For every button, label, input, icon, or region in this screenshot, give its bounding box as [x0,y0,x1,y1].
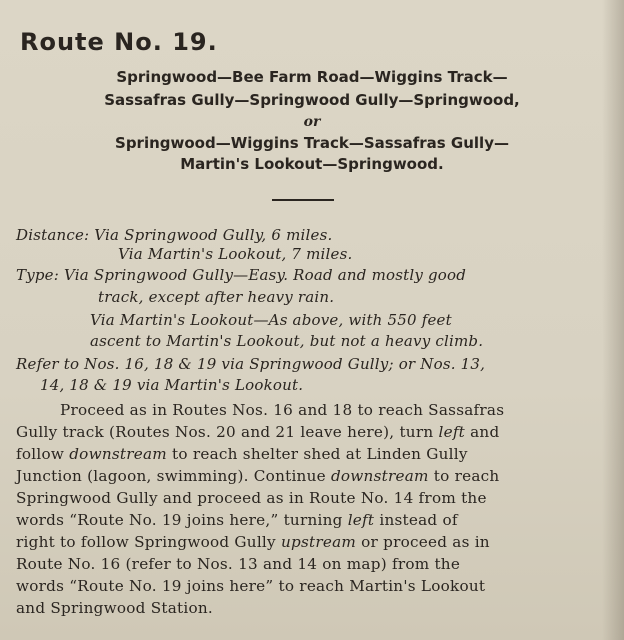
body-line-7: right to follow Springwood Gully upstream or proceed as in [16,533,490,551]
body-line-5: Springwood Gully and proceed as in Route No. 14 from the [16,489,487,507]
distance-line-1: Distance: Via Springwood Gully, 6 miles. [16,226,333,244]
route-line-3: Springwood—Wiggins Track—Sassafras Gully— [115,134,509,152]
route-or: or [303,114,321,130]
body-line-2: Gully track (Routes Nos. 20 and 21 leave here), turn left and [16,423,500,441]
body-line-3: follow downstream to reach shelter shed at Linden Gully [16,445,468,463]
refer-line-2: 14, 18 & 19 via Martin's Lookout. [40,376,304,394]
route-line-2: Sassafras Gully—Springwood Gully—Springwood, [104,91,520,109]
route-heading: Route No. 19. [20,28,218,56]
body-line-4: Junction (lagoon, swimming). Continue downstream to reach [16,467,500,485]
route-line-1: Springwood—Bee Farm Road—Wiggins Track— [116,68,508,86]
body-line-9: words “Route No. 19 joins here” to reach Martin's Lookout [16,577,486,595]
distance-line-2: Via Martin's Lookout, 7 miles. [118,245,353,263]
body-line-1: Proceed as in Routes Nos. 16 and 18 to reach Sassafras [60,401,505,419]
type-line-2: track, except after heavy rain. [98,288,335,306]
route-line-4: Martin's Lookout—Springwood. [180,155,444,173]
type-line-3: Via Martin's Lookout—As above, with 550 feet [90,311,452,329]
body-line-10: and Springwood Station. [16,599,213,617]
refer-line-1: Refer to Nos. 16, 18 & 19 via Springwood Gully; or Nos. 13, [16,355,486,373]
type-line-4: ascent to Martin's Lookout, but not a heavy climb. [90,332,484,350]
body-line-8: Route No. 16 (refer to Nos. 13 and 14 on map) from the [16,555,461,573]
body-line-6: words “Route No. 19 joins here,” turning left instead of [16,511,458,529]
type-line-1: Type: Via Springwood Gully—Easy. Road and mostly good [16,266,467,284]
section-divider [272,199,334,201]
